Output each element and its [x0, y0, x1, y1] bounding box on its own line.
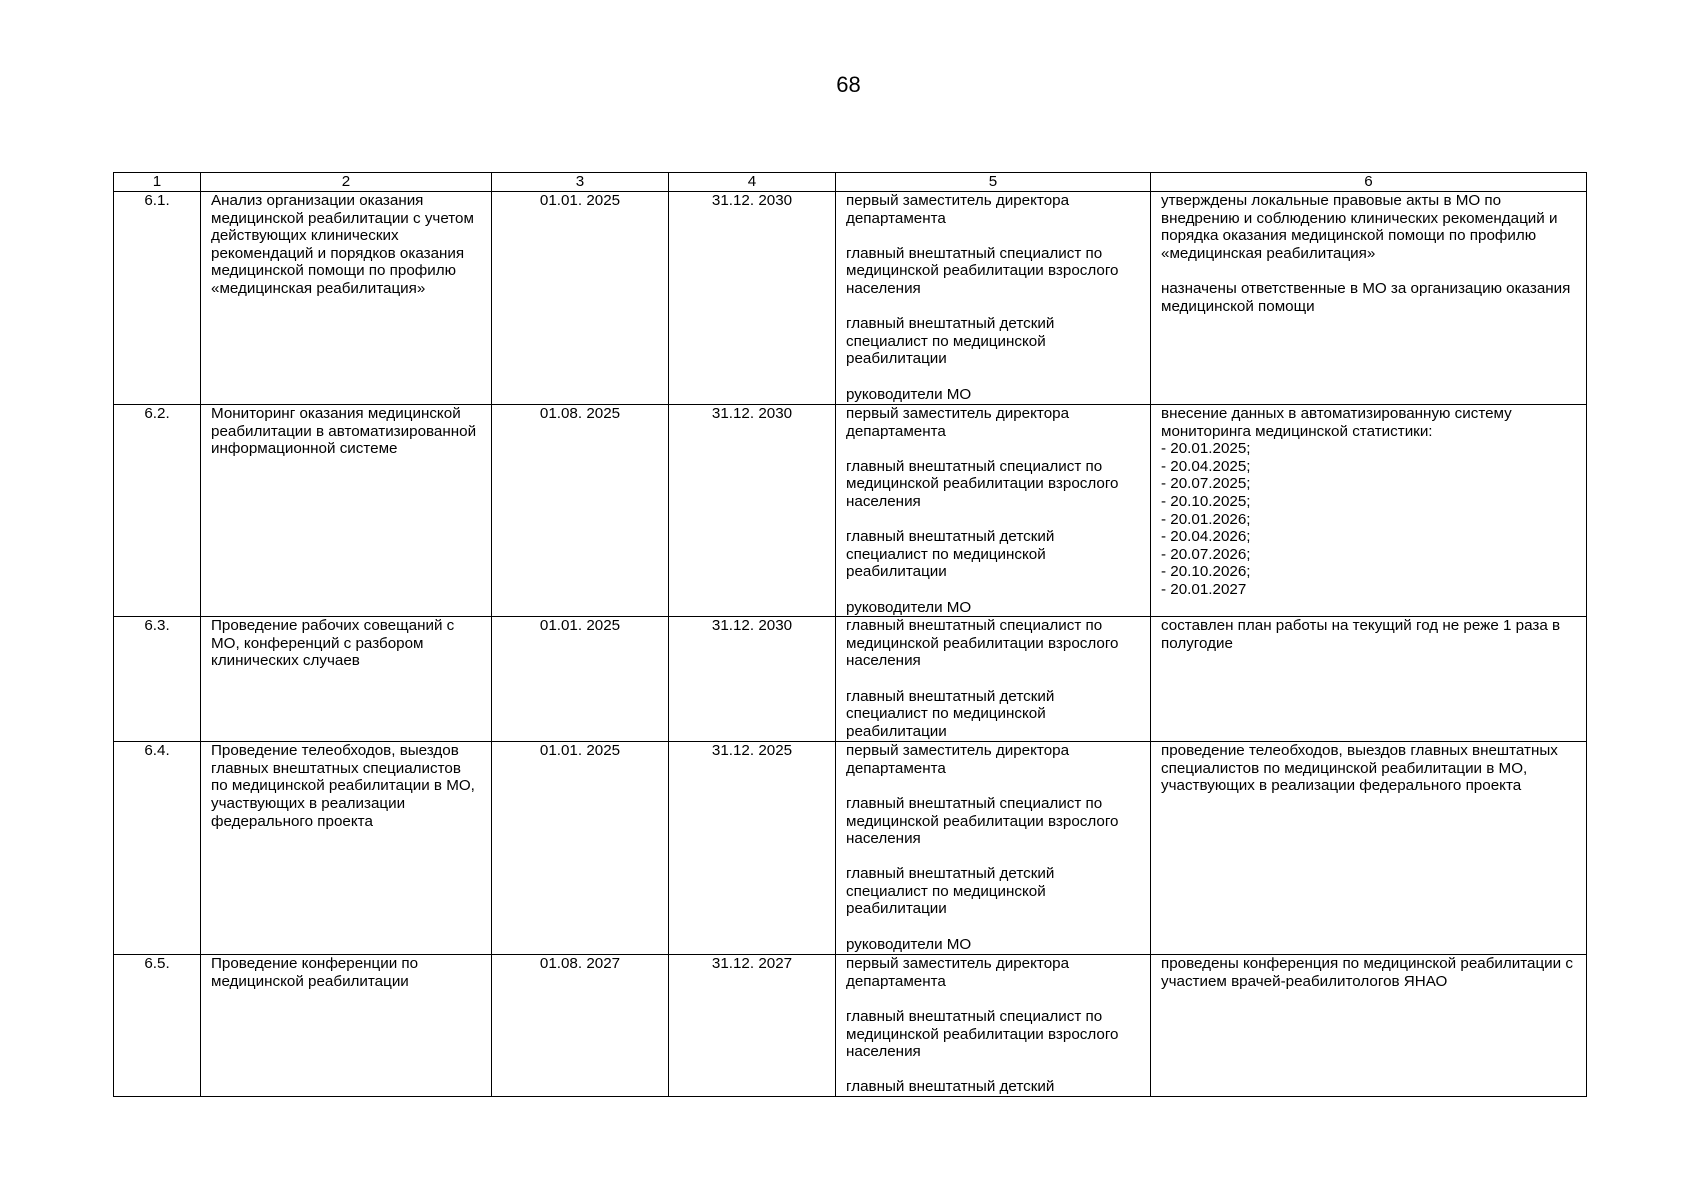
- start-date-cell: 01.08. 2027: [492, 955, 669, 1097]
- result-item: внесение данных в автоматизированную систему мониторинга медицинской статистики: - 20.01.2025; - 20.04.2025; - 20.07.2025; - 20.10.2025; - 20.01.2026; - 20.04.2026; - 20.07.2026; - 20.10.2026; - 20.01.2027: [1161, 405, 1512, 598]
- responsible-cell: [836, 405, 1151, 617]
- column-header-2: 2: [201, 173, 492, 192]
- end-date-cell: 31.12. 2030: [669, 617, 836, 742]
- end-date-cell: 31.12. 2027: [669, 955, 836, 1097]
- activity-cell: Мониторинг оказания медицинской реабилитации в автоматизированной информационной системе: [201, 405, 492, 617]
- table-row: [114, 617, 1587, 742]
- end-date-cell: 31.12. 2030: [669, 192, 836, 405]
- responsible-item: главный внештатный детский специалист по медицинской реабилитации: [846, 315, 1055, 368]
- responsible-item: главный внештатный специалист по медицинской реабилитации взрослого населения: [846, 457, 1119, 510]
- responsible-item: первый заместитель директора департамента: [846, 405, 1070, 440]
- responsible-item: главный внештатный специалист по медицинской реабилитации взрослого населения: [846, 617, 1119, 670]
- result-cell: [1151, 192, 1587, 405]
- column-header-1: 1: [114, 173, 201, 192]
- table-row: [114, 405, 1587, 617]
- result-cell: [1151, 617, 1587, 742]
- start-date-cell: 01.01. 2025: [492, 192, 669, 405]
- responsible-item: первый заместитель директора департамента: [846, 192, 1070, 227]
- column-header-5: 5: [836, 173, 1151, 192]
- responsible-item: первый заместитель директора департамента: [846, 742, 1070, 777]
- start-date-cell: 01.01. 2025: [492, 742, 669, 955]
- row-number: 6.2.: [114, 405, 201, 617]
- column-header-6: 6: [1151, 173, 1587, 192]
- activity-cell: Анализ организации оказания медицинской реабилитации с учетом действующих клинических рекомендаций и порядков оказания медицинской помощи по профилю «медицинская реабилитация»: [201, 192, 492, 405]
- result-item: проведены конференция по медицинской реабилитации с участием врачей-реабилитологов ЯНАО: [1161, 955, 1573, 990]
- result-item: утверждены локальные правовые акты в МО по внедрению и соблюдению клинических рекомендаций и порядка оказания медицинской помощи по профилю «медицинская реабилитация»: [1161, 192, 1558, 262]
- responsible-item: главный внештатный специалист по медицинской реабилитации взрослого населения: [846, 1007, 1119, 1061]
- table-row: [114, 742, 1587, 955]
- row-number: 6.4.: [114, 742, 201, 955]
- table-row: [114, 955, 1587, 1097]
- start-date-cell: 01.08. 2025: [492, 405, 669, 617]
- result-cell: [1151, 405, 1587, 617]
- activity-plan-table: [113, 172, 1587, 1097]
- row-number: 6.3.: [114, 617, 201, 742]
- responsible-item: главный внештатный детский специалист по медицинской реабилитации: [846, 528, 1055, 581]
- row-number: 6.1.: [114, 192, 201, 405]
- end-date-cell: 31.12. 2030: [669, 405, 836, 617]
- responsible-cell: [836, 742, 1151, 955]
- activity-cell: Проведение рабочих совещаний с МО, конференций с разбором клинических случаев: [201, 617, 492, 742]
- responsible-item: главный внештатный специалист по медицинской реабилитации взрослого населения: [846, 794, 1119, 848]
- responsible-item: первый заместитель директора департамента: [846, 955, 1070, 990]
- activity-cell: Проведение конференции по медицинской реабилитации: [201, 955, 492, 1097]
- result-cell: [1151, 955, 1587, 1097]
- page-number: 68: [836, 72, 861, 97]
- responsible-item: руководители МО: [846, 935, 972, 953]
- row-number: 6.5.: [114, 955, 201, 1097]
- responsible-cell: [836, 955, 1151, 1097]
- result-item: назначены ответственные в МО за организацию оказания медицинской помощи: [1161, 279, 1571, 315]
- table-row: [114, 192, 1587, 405]
- column-header-4: 4: [669, 173, 836, 192]
- activity-cell: Проведение телеобходов, выездов главных внештатных специалистов по медицинской реабилитации в МО, участвующих в реализации федерального проекта: [201, 742, 492, 955]
- column-header-3: 3: [492, 173, 669, 192]
- result-item: составлен план работы на текущий год не реже 1 раза в полугодие: [1161, 617, 1561, 652]
- responsible-item: главный внештатный специалист по медицинской реабилитации взрослого населения: [846, 244, 1119, 297]
- start-date-cell: 01.01. 2025: [492, 617, 669, 742]
- responsible-item: главный внештатный детский: [846, 1078, 1055, 1096]
- end-date-cell: 31.12. 2025: [669, 742, 836, 955]
- responsible-cell: [836, 617, 1151, 742]
- result-item: проведение телеобходов, выездов главных внештатных специалистов по медицинской реабилитации в МО, участвующих в реализации федерального проекта: [1161, 742, 1558, 795]
- responsible-cell: [836, 192, 1151, 405]
- result-cell: [1151, 742, 1587, 955]
- responsible-item: главный внештатный детский специалист по медицинской реабилитации: [846, 865, 1055, 918]
- responsible-item: руководители МО: [846, 598, 972, 616]
- responsible-item: главный внештатный детский специалист по медицинской реабилитации: [846, 687, 1055, 740]
- header-row: [114, 173, 1587, 192]
- responsible-item: руководители МО: [846, 385, 972, 403]
